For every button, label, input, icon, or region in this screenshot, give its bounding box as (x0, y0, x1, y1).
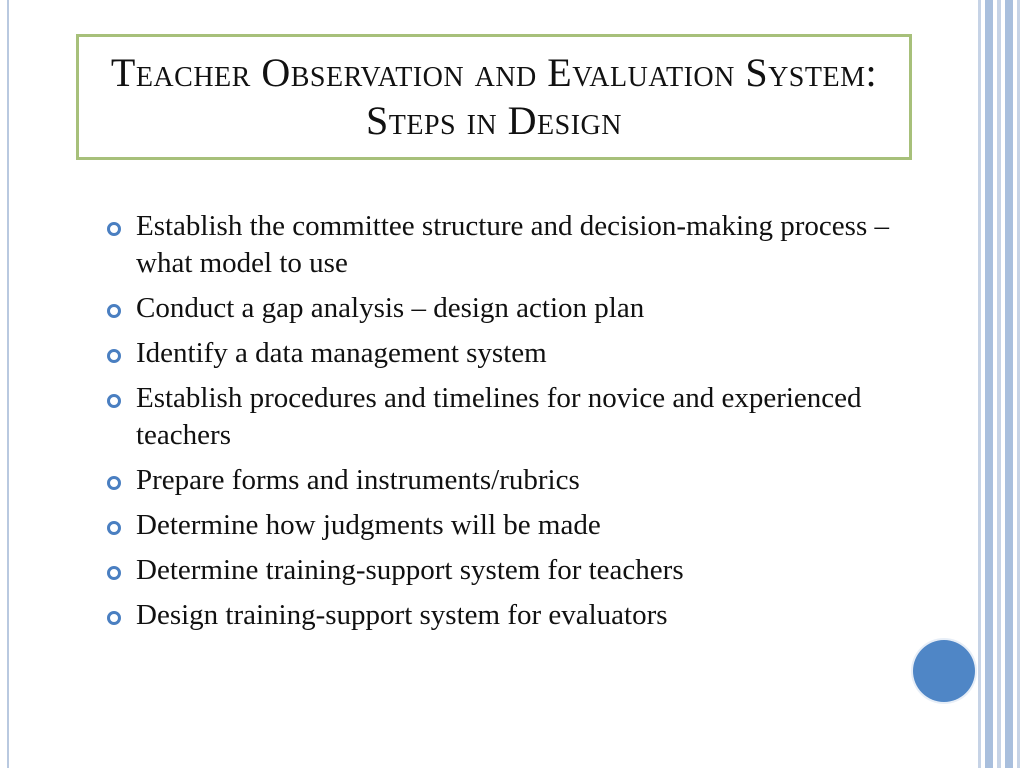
list-item (104, 462, 934, 499)
bullet-text: Establish the committee structure and decision-making process – what model to use (136, 210, 889, 279)
right-decorative-stripes (978, 0, 1024, 768)
bullet-text: Determine training-support system for teachers (136, 554, 684, 586)
circle-bullet-icon (107, 304, 121, 318)
circle-bullet-icon (107, 476, 121, 490)
list-item (104, 597, 934, 634)
list-item (104, 552, 934, 589)
stripe (978, 0, 981, 768)
left-border-rule (7, 0, 9, 768)
stripe (1005, 0, 1013, 768)
bullet-text: Conduct a gap analysis – design action plan (136, 292, 645, 324)
slide-title: Teacher Observation and Evaluation System: Steps in Design (110, 50, 878, 143)
stripe (985, 0, 993, 768)
bullet-text: Design training-support system for evaluators (136, 599, 668, 631)
blue-circle-decoration (913, 640, 975, 702)
circle-bullet-icon (107, 521, 121, 535)
list-item (104, 507, 934, 544)
list-item (104, 380, 934, 454)
bullet-text: Establish procedures and timelines for novice and experienced teachers (136, 382, 862, 451)
circle-bullet-icon (107, 222, 121, 236)
stripe (997, 0, 1001, 768)
circle-bullet-icon (107, 566, 121, 580)
circle-bullet-icon (107, 394, 121, 408)
title-box (76, 34, 912, 160)
bullet-text: Prepare forms and instruments/rubrics (136, 464, 580, 496)
bullet-list (104, 208, 934, 642)
bullet-text: Identify a data management system (136, 337, 547, 369)
list-item (104, 290, 934, 327)
circle-bullet-icon (107, 611, 121, 625)
bullet-text: Determine how judgments will be made (136, 509, 601, 541)
stripe (1017, 0, 1020, 768)
list-item (104, 335, 934, 372)
circle-bullet-icon (107, 349, 121, 363)
list-item (104, 208, 934, 282)
